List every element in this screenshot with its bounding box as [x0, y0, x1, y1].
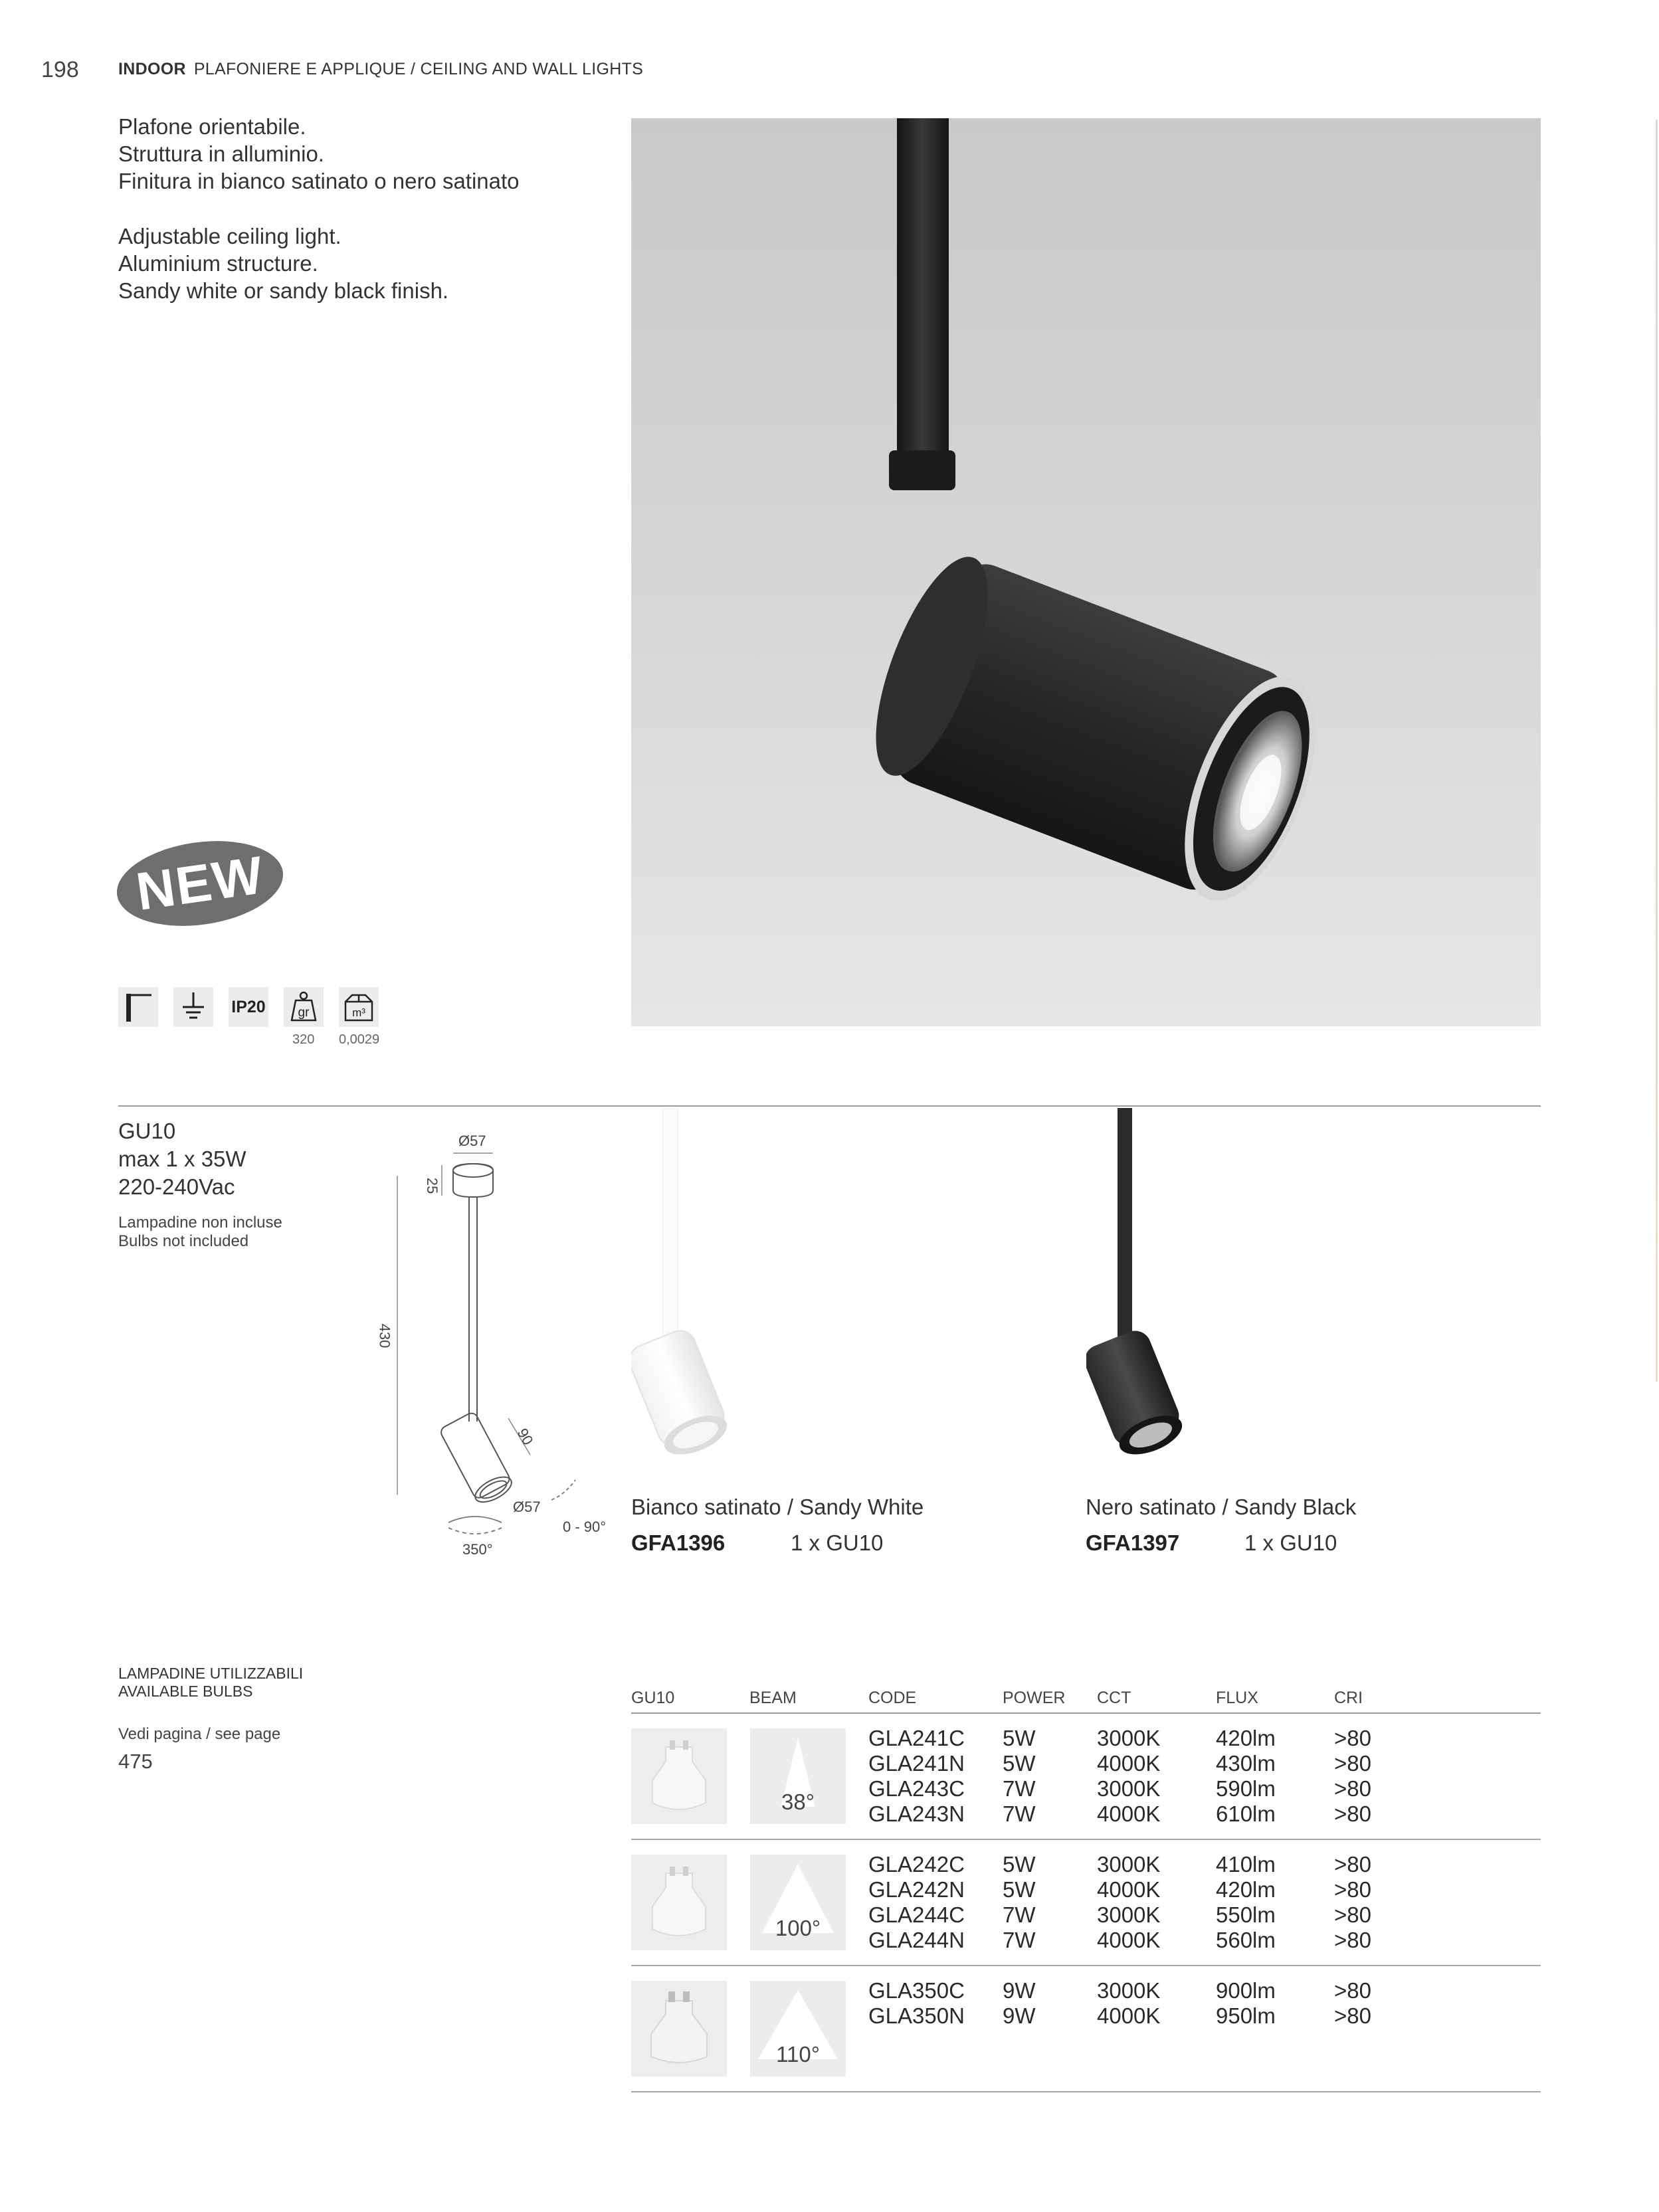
beam-angle-label: 100° — [775, 1916, 821, 1940]
spotlight-photo-illustration — [631, 118, 1541, 1026]
bulbs-section-title — [118, 1665, 303, 1701]
bulb-cct: 3000K — [1097, 1978, 1161, 2003]
technical-drawing — [359, 1123, 625, 1568]
bulb-flux-column — [1216, 1978, 1276, 2029]
page-number: 198 — [41, 57, 79, 82]
see-page-label: Vedi pagina / see page — [118, 1725, 281, 1743]
bulb-power: 7W — [1003, 1801, 1036, 1826]
gu10-bulb-image — [631, 1855, 727, 1950]
column-header-cct: CCT — [1097, 1689, 1131, 1707]
group-divider — [631, 1839, 1541, 1840]
ip-rating-icon — [229, 987, 268, 1027]
bulb-code: GLA350N — [868, 2003, 965, 2028]
bulb-cri: >80 — [1334, 1852, 1371, 1877]
page-edge-line — [1656, 120, 1658, 1382]
bulb-power: 7W — [1003, 1776, 1036, 1801]
beam-angle-diagram — [750, 1728, 846, 1824]
bulb-flux-column — [1216, 1726, 1276, 1827]
spec-line: GU10 — [118, 1119, 176, 1143]
bulb-cri: >80 — [1334, 1726, 1371, 1750]
white-variant-finish: Bianco satinato / Sandy White — [631, 1495, 924, 1519]
bulbs-title-italian: LAMPADINE UTILIZZABILI — [118, 1665, 304, 1682]
bulb-cct: 4000K — [1097, 1801, 1161, 1826]
dim-total-height: 430 — [376, 1323, 393, 1348]
bulb-flux: 950lm — [1216, 2003, 1276, 2028]
bulb-code: GLA244N — [868, 1928, 965, 1952]
white-variant-code: GFA1396 — [631, 1530, 726, 1555]
bulb-cct: 4000K — [1097, 1751, 1161, 1776]
dim-head-length: 90 — [514, 1425, 537, 1448]
bulbs-note — [118, 1214, 282, 1251]
bulb-code-column — [868, 1852, 965, 1953]
tilt-range: 0 - 90° — [563, 1519, 607, 1535]
bulb-flux: 590lm — [1216, 1776, 1276, 1801]
bulb-flux: 560lm — [1216, 1928, 1276, 1952]
gu10-bulb-image — [631, 1728, 727, 1824]
category-label: PLAFONIERE E APPLIQUE / CEILING AND WALL LIGHTS — [193, 60, 644, 78]
bulb-flux: 430lm — [1216, 1751, 1276, 1776]
white-variant-bulb: 1 x GU10 — [791, 1530, 884, 1555]
table-header-rule — [631, 1712, 1541, 1714]
beam-angle-label: 38° — [781, 1790, 815, 1814]
bulb-code-column — [868, 1726, 965, 1827]
bulb-power-column — [1003, 1978, 1036, 2029]
description-line: Adjustable ceiling light. — [118, 224, 342, 248]
spec-note-line: Bulbs not included — [118, 1232, 249, 1250]
bulb-cct-column — [1097, 1978, 1160, 2029]
volume-unit: m³ — [352, 1006, 365, 1019]
bulb-power: 9W — [1003, 1978, 1036, 2003]
bulb-code: GLA242N — [868, 1877, 965, 1902]
bulb-cct: 3000K — [1097, 1726, 1161, 1750]
dim-top-height: 25 — [424, 1177, 441, 1194]
volume-value: 0,0029 — [339, 1032, 380, 1047]
bulb-flux-column — [1216, 1852, 1276, 1953]
description-english — [118, 223, 448, 304]
bulb-code: GLA242C — [868, 1852, 965, 1877]
bulb-cri: >80 — [1334, 1751, 1371, 1776]
description-line: Plafone orientabile. — [118, 114, 306, 139]
weight-icon — [284, 987, 324, 1027]
description-line: Sandy white or sandy black finish. — [118, 278, 449, 303]
bulb-power: 7W — [1003, 1902, 1036, 1927]
dim-top-diameter: Ø57 — [458, 1133, 486, 1149]
dim-head-diameter: Ø57 — [513, 1499, 541, 1515]
bulb-cri-column — [1334, 1726, 1371, 1827]
bulb-cct: 3000K — [1097, 1776, 1161, 1801]
bulb-cct: 3000K — [1097, 1852, 1161, 1877]
bulb-cri-column — [1334, 1978, 1371, 2029]
spec-line: max 1 x 35W — [118, 1147, 246, 1171]
bulb-flux: 900lm — [1216, 1978, 1276, 2003]
bulb-flux: 420lm — [1216, 1726, 1276, 1750]
bulb-flux: 420lm — [1216, 1877, 1276, 1902]
section-divider — [118, 1105, 1541, 1107]
column-header-power: POWER — [1003, 1689, 1066, 1707]
bulb-power-column — [1003, 1852, 1036, 1953]
black-variant-bulb: 1 x GU10 — [1244, 1530, 1337, 1555]
column-header-cri: CRI — [1334, 1689, 1363, 1707]
bulb-code-column — [868, 1978, 965, 2029]
bulb-code: GLA241N — [868, 1751, 965, 1776]
description-line: Aluminium structure. — [118, 251, 318, 276]
product-photo — [631, 118, 1541, 1026]
ip-rating-label: IP20 — [231, 997, 266, 1016]
bulb-power: 5W — [1003, 1726, 1036, 1750]
bulb-flux: 550lm — [1216, 1902, 1276, 1927]
group-divider — [631, 1965, 1541, 1966]
technical-specs — [118, 1117, 246, 1201]
white-spotlight-icon — [631, 1108, 764, 1480]
bulb-code: GLA243C — [868, 1776, 965, 1801]
bulb-cri: >80 — [1334, 1928, 1371, 1952]
bulbs-title-english: AVAILABLE BULBS — [118, 1683, 253, 1700]
page-header — [118, 60, 643, 79]
spec-line: 220-240Vac — [118, 1174, 235, 1199]
bulb-code: GLA241C — [868, 1726, 965, 1750]
description-line: Finitura in bianco satinato o nero satinato — [118, 169, 520, 193]
black-spotlight-icon — [1086, 1108, 1219, 1480]
weight-unit: gr — [298, 1006, 310, 1020]
bulb-cri: >80 — [1334, 1978, 1371, 2003]
bulb-code: GLA350C — [868, 1978, 965, 2003]
bulb-cri: >80 — [1334, 1877, 1371, 1902]
bulb-cct-column — [1097, 1726, 1160, 1827]
bulb-flux: 410lm — [1216, 1852, 1276, 1877]
column-header-gu10: GU10 — [631, 1689, 675, 1707]
bulb-power: 5W — [1003, 1852, 1036, 1877]
section-label: INDOOR — [118, 60, 186, 78]
bulb-power: 5W — [1003, 1877, 1036, 1902]
black-variant-code: GFA1397 — [1086, 1530, 1180, 1555]
gu10-bulb-image — [631, 1981, 727, 2076]
weight-value: 320 — [292, 1032, 315, 1047]
rotation-range: 350° — [462, 1541, 493, 1558]
bulb-cct: 4000K — [1097, 2003, 1161, 2028]
bulb-cct: 4000K — [1097, 1928, 1161, 1952]
column-header-flux: FLUX — [1216, 1689, 1258, 1707]
see-page-number: 475 — [118, 1750, 153, 1773]
bulb-cri: >80 — [1334, 2003, 1371, 2028]
spec-note-line: Lampadine non incluse — [118, 1214, 282, 1232]
beam-angle-diagram — [750, 1855, 846, 1950]
volume-box-icon — [339, 987, 379, 1027]
earth-ground-icon — [173, 987, 213, 1027]
new-badge-text: NEW — [132, 845, 268, 921]
column-header-beam: BEAM — [749, 1689, 797, 1707]
table-bottom-rule — [631, 2091, 1541, 2092]
black-variant-image — [1086, 1108, 1219, 1480]
bulb-cri-column — [1334, 1852, 1371, 1953]
bulb-cri: >80 — [1334, 1776, 1371, 1801]
new-badge — [114, 838, 286, 929]
description-line: Struttura in alluminio. — [118, 141, 324, 166]
black-variant-finish: Nero satinato / Sandy Black — [1086, 1495, 1357, 1519]
bulb-cct: 3000K — [1097, 1902, 1161, 1927]
bulb-cri: >80 — [1334, 1801, 1371, 1826]
bulb-code: GLA244C — [868, 1902, 965, 1927]
bulb-cct: 4000K — [1097, 1877, 1161, 1902]
description-italian — [118, 113, 520, 195]
beam-angle-diagram — [750, 1981, 846, 2076]
bulb-power-column — [1003, 1726, 1036, 1827]
bulb-power: 5W — [1003, 1751, 1036, 1776]
bulb-cct-column — [1097, 1852, 1160, 1953]
dimension-drawing — [359, 1123, 625, 1568]
beam-angle-label: 110° — [776, 2042, 820, 2067]
bulb-flux: 610lm — [1216, 1801, 1276, 1826]
white-variant-image — [631, 1108, 764, 1480]
bulb-power: 7W — [1003, 1928, 1036, 1952]
column-header-code: CODE — [868, 1689, 917, 1707]
ceiling-mount-icon — [118, 987, 158, 1027]
bulb-cri: >80 — [1334, 1902, 1371, 1927]
bulb-power: 9W — [1003, 2003, 1036, 2028]
bulb-code: GLA243N — [868, 1801, 965, 1826]
